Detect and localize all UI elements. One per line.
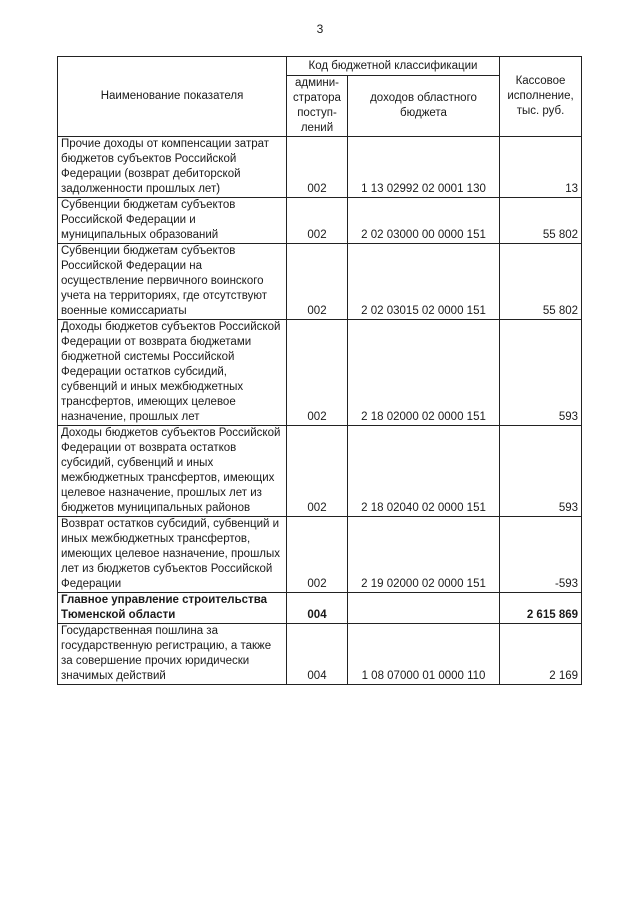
row-amount-cell: 13 (500, 137, 582, 198)
row-amount-cell: -593 (500, 517, 582, 593)
table-row (58, 320, 582, 426)
row-admin-cell: 002 (287, 320, 348, 426)
table-row (58, 593, 582, 624)
table-row (58, 198, 582, 244)
row-name-cell: Возврат остатков субсидий, субвенций и иных межбюджетных трансфертов, имеющих целевое назначение, прошлых лет из бюджетов субъектов Российской Федерации (58, 517, 287, 593)
row-admin-cell: 002 (287, 198, 348, 244)
row-code-cell: 2 02 03000 00 0000 151 (348, 198, 500, 244)
row-name-cell: Главное управление строительства Тюменской области (58, 593, 287, 624)
row-code-cell (348, 593, 500, 624)
column-header-execution: Кассовое исполнение, тыс. руб. (500, 57, 582, 137)
row-name-cell: Прочие доходы от компенсации затрат бюджетов субъектов Российской Федерации (возврат дебиторской задолженности прошлых лет) (58, 137, 287, 198)
row-admin-cell: 004 (287, 593, 348, 624)
row-code-cell: 1 13 02992 02 0001 130 (348, 137, 500, 198)
row-admin-cell: 002 (287, 244, 348, 320)
row-amount-cell: 2 615 869 (500, 593, 582, 624)
table-row (58, 517, 582, 593)
row-code-cell: 2 02 03015 02 0000 151 (348, 244, 500, 320)
row-name-cell: Субвенции бюджетам субъектов Российской Федерации и муниципальных образований (58, 198, 287, 244)
row-amount-cell: 593 (500, 320, 582, 426)
table-row (58, 624, 582, 685)
table-row (58, 426, 582, 517)
row-amount-cell: 593 (500, 426, 582, 517)
row-code-cell: 1 08 07000 01 0000 110 (348, 624, 500, 685)
row-code-cell: 2 18 02000 02 0000 151 (348, 320, 500, 426)
row-amount-cell: 2 169 (500, 624, 582, 685)
row-code-cell: 2 18 02040 02 0000 151 (348, 426, 500, 517)
budget-table (57, 56, 582, 685)
row-admin-cell: 002 (287, 517, 348, 593)
table-body (58, 137, 582, 685)
row-admin-cell: 004 (287, 624, 348, 685)
table-row (58, 137, 582, 198)
table-row (58, 244, 582, 320)
row-name-cell: Субвенции бюджетам субъектов Российской Федерации на осуществление первичного воинского учета на территориях, где отсутствуют военные комиссариаты (58, 244, 287, 320)
row-admin-cell: 002 (287, 137, 348, 198)
row-amount-cell: 55 802 (500, 244, 582, 320)
row-code-cell: 2 19 02000 02 0000 151 (348, 517, 500, 593)
row-name-cell: Государственная пошлина за государственную регистрацию, а также за совершение прочих юридически значимых действий (58, 624, 287, 685)
column-header-name: Наименование показателя (58, 57, 287, 137)
page-number: 3 (316, 22, 324, 36)
column-header-code-group: Код бюджетной классификации (287, 57, 500, 76)
row-admin-cell: 002 (287, 426, 348, 517)
row-name-cell: Доходы бюджетов субъектов Российской Федерации от возврата остатков субсидий, субвенций и иных межбюджетных трансфертов, имеющих целевое назначение, прошлых лет из бюджетов муниципальных районов (58, 426, 287, 517)
row-amount-cell: 55 802 (500, 198, 582, 244)
row-name-cell: Доходы бюджетов субъектов Российской Федерации от возврата бюджетами бюджетной системы Российской Федерации остатков субсидий, субвенций и иных межбюджетных трансфертов, имеющих целевое назначение, прошлых лет (58, 320, 287, 426)
column-header-administrator: админи-стратора поступ-лений (287, 76, 348, 137)
column-header-income-code: доходов областного бюджета (348, 76, 500, 137)
